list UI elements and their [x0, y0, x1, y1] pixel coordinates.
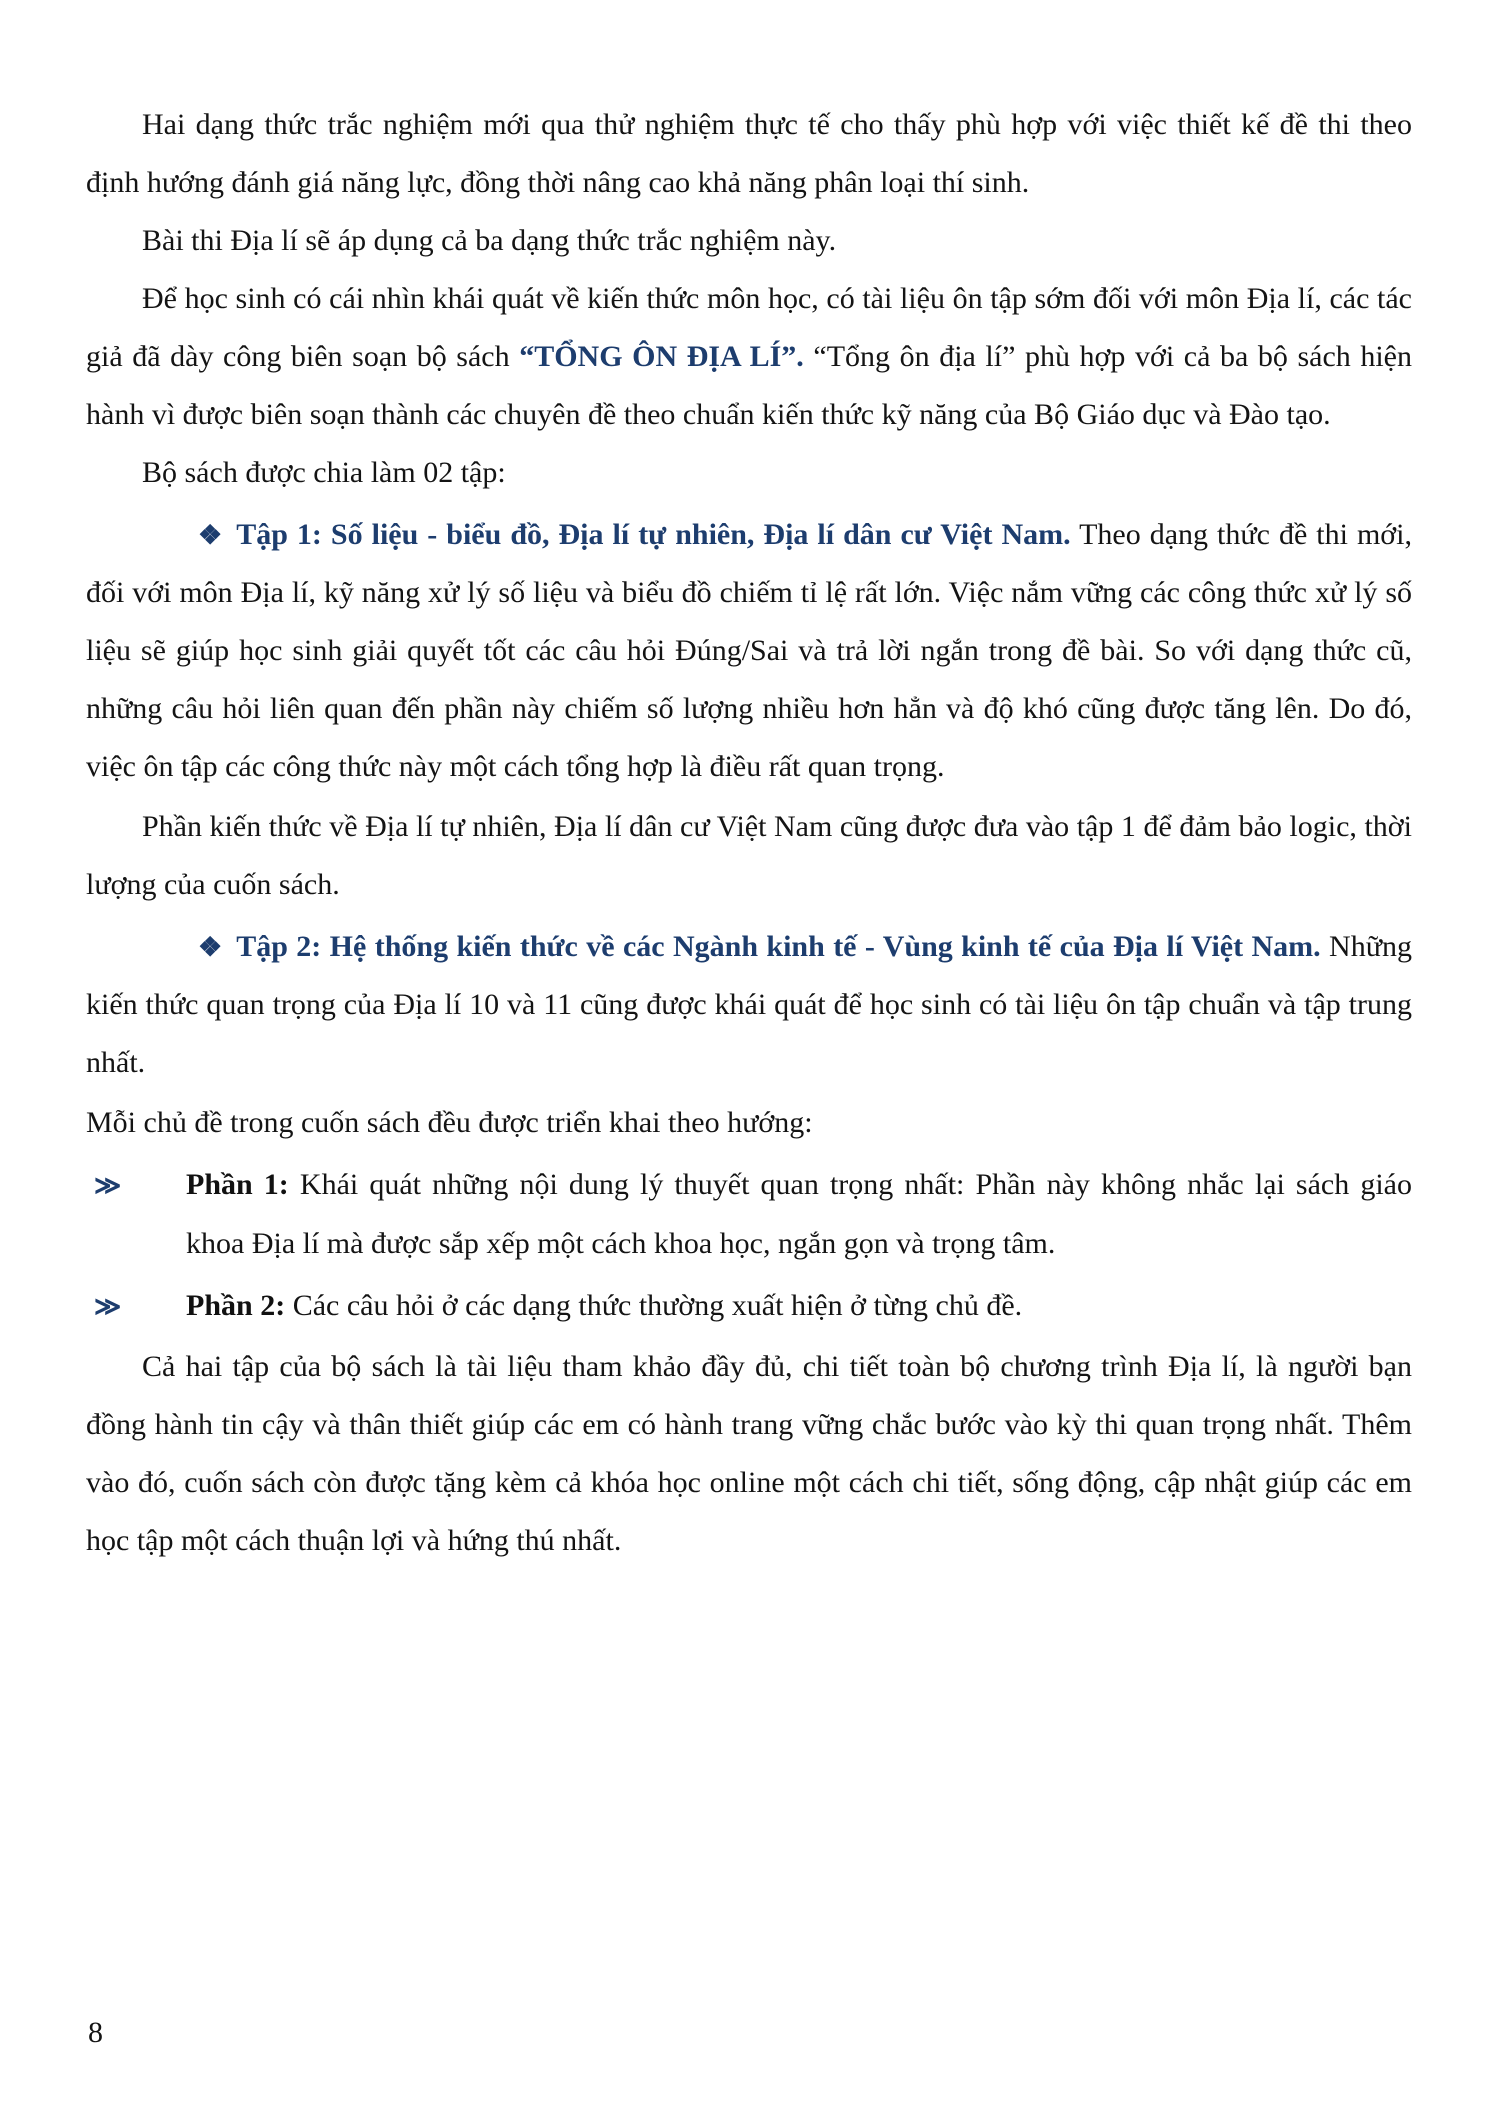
text-run: Theo dạng thức đề thi mới, đối với môn Địa lí, kỹ năng xử lý số liệu và biểu đồ chiếm tỉ lệ rất lớn. Việc nắm vững các công thức xử lý số liệu sẽ giúp học sinh giải quyết tốt các câu hỏi Đúng/Sai và trả lời ngắn trong đề bài. So với dạng thức cũ, những câu hỏi liên quan đến phần này chiếm số lượng nhiều hơn hẳn và độ khó cũng được tăng lên. Do đó, việc ôn tập các công thức này một cách tổng hợp là điều rất quan trọng.	[86, 518, 1412, 783]
paragraph-volume-1-note	[86, 798, 1412, 914]
text-run: Các câu hỏi ở các dạng thức thường xuất hiện ở từng chủ đề.	[285, 1289, 1023, 1322]
paragraph-book-introduction	[86, 270, 1412, 444]
paragraph-closing	[86, 1338, 1412, 1570]
paragraph-new-question-formats	[86, 96, 1412, 212]
diamond-bullet-icon: ❖	[198, 932, 223, 962]
text-run: Khái quát những nội dung lý thuyết quan trọng nhất: Phần này không nhắc lại sách giáo khoa Địa lí mà được sắp xếp một cách khoa học, ngắn gọn và trọng tâm.	[186, 1168, 1412, 1260]
document-body	[86, 96, 1412, 1570]
text-run: “TỔNG ÔN ĐỊA LÍ”.	[519, 340, 804, 373]
text-run: “Tổng ôn địa lí” phù hợp với cả ba bộ sách hiện hành vì được biên soạn thành các chuyên đề theo chuẩn kiến thức kỹ năng của Bộ Giáo dục và Đào tạo.	[86, 340, 1413, 431]
paragraph-part-1	[86, 1156, 1412, 1273]
arrow-bullet-icon: ≫	[94, 1292, 119, 1321]
paragraph-topic-structure	[86, 1094, 1412, 1152]
text-run: Phần 1:	[186, 1168, 289, 1201]
paragraph-volume-1	[86, 506, 1412, 796]
text-run: Bộ sách được chia làm 02 tập:	[142, 456, 506, 489]
text-run: Để học sinh có cái nhìn khái quát về kiến thức môn học, có tài liệu ôn tập sớm đối với môn Địa lí, các tác giả đã dày công biên soạn bộ sách	[86, 282, 1412, 373]
paragraph-two-volumes	[86, 444, 1412, 502]
paragraph-volume-2	[86, 918, 1412, 1092]
arrow-bullet-icon: ≫	[94, 1171, 119, 1200]
text-run: Bài thi Địa lí sẽ áp dụng cả ba dạng thức trắc nghiệm này.	[142, 224, 837, 257]
text-run: Hai dạng thức trắc nghiệm mới qua thử nghiệm thực tế cho thấy phù hợp với việc thiết kế đề thi theo định hướng đánh giá năng lực, đồng thời nâng cao khả năng phân loại thí sinh.	[86, 108, 1412, 199]
paragraph-part-2	[86, 1277, 1412, 1336]
text-run: Phần kiến thức về Địa lí tự nhiên, Địa lí dân cư Việt Nam cũng được đưa vào tập 1 để đảm bảo logic, thời lượng của cuốn sách.	[86, 810, 1412, 901]
text-run: Phần 2:	[186, 1289, 286, 1322]
text-run: Tập 2: Hệ thống kiến thức về các Ngành kinh tế - Vùng kinh tế của Địa lí Việt Nam.	[236, 930, 1321, 963]
text-run: Những kiến thức quan trọng của Địa lí 10 và 11 cũng được khái quát để học sinh có tài liệu ôn tập chuẩn và tập trung nhất.	[86, 930, 1412, 1079]
page-number: 8	[88, 2016, 103, 2049]
text-run: Cả hai tập của bộ sách là tài liệu tham khảo đầy đủ, chi tiết toàn bộ chương trình Địa lí, là người bạn đồng hành tin cậy và thân thiết giúp các em có hành trang vững chắc bước vào kỳ thi quan trọng nhất. Thêm vào đó, cuốn sách còn được tặng kèm cả khóa học online một cách chi tiết, sống động, cập nhật giúp các em học tập một cách thuận lợi và hứng thú nhất.	[86, 1350, 1412, 1557]
text-run: Tập 1: Số liệu - biểu đồ, Địa lí tự nhiên, Địa lí dân cư Việt Nam.	[236, 518, 1071, 551]
diamond-bullet-icon: ❖	[198, 520, 223, 550]
text-run: Mỗi chủ đề trong cuốn sách đều được triển khai theo hướng:	[86, 1106, 813, 1139]
paragraph-geography-exam	[86, 212, 1412, 270]
